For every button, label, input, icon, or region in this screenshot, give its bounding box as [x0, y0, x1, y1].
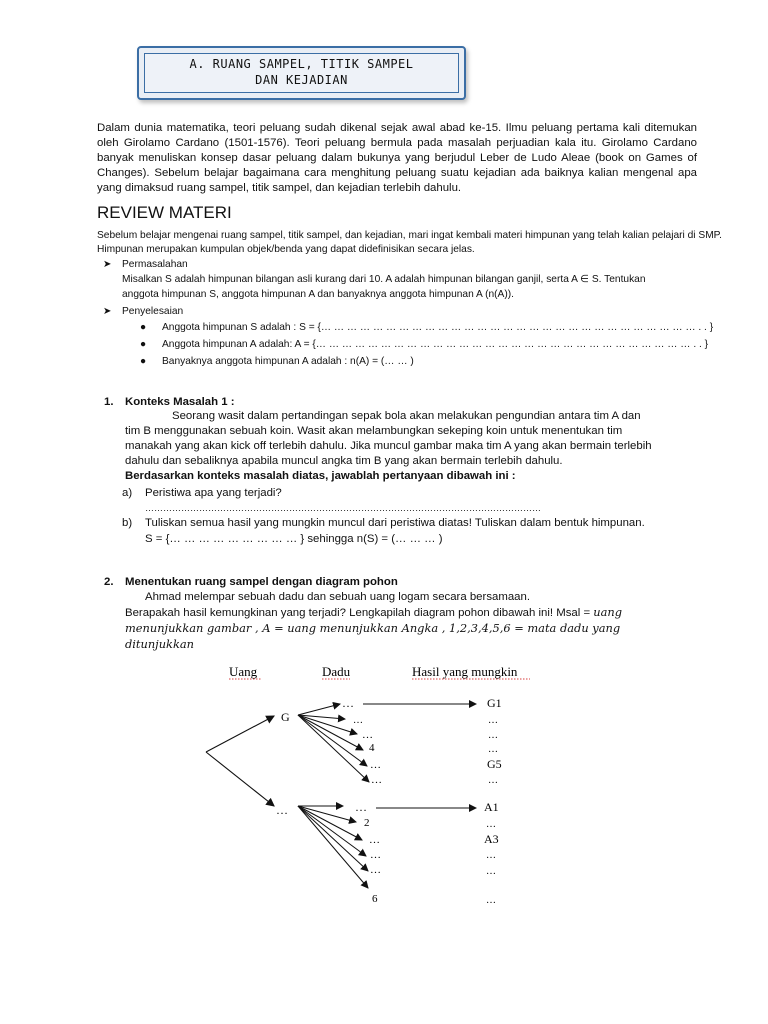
- tree-branch: [206, 716, 274, 752]
- result-node: G1: [487, 696, 502, 710]
- dice-node: 4: [369, 742, 375, 754]
- tree-header-dadu: Dadu: [322, 664, 351, 679]
- permasalahan-text-1: Misalkan S adalah himpunan bilangan asli kurang dari 10. A adalah himpunan bilangan ganjil, serta A ∈ S. Tentukan: [122, 274, 646, 285]
- result-node: …: [486, 850, 496, 861]
- section-2-number: 2.: [104, 576, 114, 588]
- bullet-item: Banyaknya anggota himpunan A adalah : n(A) = (… … ): [162, 356, 414, 367]
- dice-node: …: [362, 729, 373, 741]
- question-a-label: a): [122, 487, 133, 499]
- bullet-dot-icon: ●: [140, 339, 147, 350]
- tree-header-hasil: Hasil yang mungkin: [412, 664, 518, 679]
- dice-node: …: [370, 759, 381, 771]
- result-node: …: [488, 744, 498, 755]
- dice-node: …: [370, 849, 381, 861]
- result-node: A3: [484, 832, 499, 846]
- result-node: G5: [487, 757, 502, 771]
- coin-node-bottom: …: [276, 803, 288, 817]
- result-node: …: [488, 715, 498, 726]
- section-2-line-2-italic: uang: [593, 605, 623, 619]
- permasalahan-text-2: anggota himpunan S, anggota himpunan A dan banyaknya anggota himpunan A (n(A)).: [122, 289, 514, 300]
- result-node: …: [486, 895, 496, 906]
- review-text: Sebelum belajar mengenai ruang sampel, titik sampel, dan kejadian, mari ingat kembali materi himpunan yang telah kalian pelajari di SMP. Himpunan merupakan kumpulan objek/benda yang dapat didefinisikan secara jelas.: [97, 230, 722, 255]
- penyelesaian-label: Penyelesaian: [122, 306, 184, 317]
- tree-branch: [298, 806, 368, 888]
- arrow-bullet-icon: ➤: [103, 306, 112, 317]
- dice-node: …: [369, 834, 380, 846]
- section-1-line-1: Seorang wasit dalam pertandingan sepak bola akan melakukan pengundian antara tim A dan: [172, 410, 641, 422]
- bullet-item: Anggota himpunan A adalah: A = {… … … … … … … … … … … … … … … … … … … … … … … … … … … … … . . }: [162, 339, 709, 350]
- dice-node: …: [370, 864, 381, 876]
- bullet-dot-icon: ●: [140, 356, 147, 367]
- arrow-bullet-icon: ➤: [103, 259, 112, 270]
- bullet-item: Anggota himpunan S adalah : S = {… … … … … … … … … … … … … … … … … … … … … … … … … … … … … . . }: [162, 322, 714, 333]
- section-1-title: Konteks Masalah 1 :: [125, 396, 235, 408]
- permasalahan-label: Permasalahan: [122, 259, 188, 270]
- dice-node: …: [353, 715, 363, 726]
- section-1-line-4: dahulu dan sebaliknya apabila muncul angka tim B yang akan bermain terlebih dahulu.: [125, 455, 563, 467]
- tree-branch: [298, 704, 340, 715]
- dice-node: …: [342, 696, 354, 710]
- question-a-answer-line: ……………………………………………………………………………………………………………………: [145, 503, 541, 513]
- result-node: A1: [484, 800, 499, 814]
- bullet-dot-icon: ●: [140, 322, 147, 333]
- section-2-title: Menentukan ruang sampel dengan diagram pohon: [125, 576, 398, 588]
- tree-branch: [298, 806, 362, 840]
- coin-node-top: G: [281, 710, 290, 724]
- question-intro: Berdasarkan konteks masalah diatas, jawablah pertanyaan dibawah ini :: [125, 470, 516, 482]
- intro-paragraph: Dalam dunia matematika, teori peluang sudah dikenal sejak awal abad ke-15. Ilmu peluang pertama kali ditemukan oleh Girolamo Cardano (1501-1576). Teori peluang bermula pada masalah perjuadian kala itu. Girolamo Cardano banyak menuliskan konsep dasar peluang dalam bukunya yang berjudul Leber de Ludo Aleae (book on Games of Changes). Sebelum belajar bagaimana cara menghitung peluang suatu kejadian ada baiknya kalian mengenal apa yang dimaksud ruang sampel, titik sampel, dan kejadian terlebih dahulu.: [97, 122, 697, 194]
- section-2-line-4: ditunjukkan: [125, 637, 194, 651]
- dice-node: 6: [372, 893, 378, 905]
- title-line-2: DAN KEJADIAN: [255, 73, 348, 87]
- section-1-line-3: manakah yang akan kick off terlebih dahulu. Jika muncul gambar maka tim A yang akan bermain terlebih: [125, 440, 652, 452]
- result-node: …: [486, 866, 496, 877]
- result-node: …: [488, 775, 498, 786]
- tree-header-uang: Uang: [229, 664, 258, 679]
- section-2-line-1: Ahmad melempar sebuah dadu dan sebuah uang logam secara bersamaan.: [145, 591, 531, 603]
- result-node: …: [486, 819, 496, 830]
- result-node: …: [488, 730, 498, 741]
- section-1-line-2: tim B menggunakan sebuah koin. Wasit akan melambungkan sekeping koin untuk menentukan tim: [125, 425, 623, 437]
- dice-node: …: [355, 800, 367, 814]
- question-a-text: Peristiwa apa yang terjadi?: [145, 487, 282, 499]
- question-b-text: Tuliskan semua hasil yang mungkin muncul dari peristiwa diatas! Tuliskan dalam bentuk himpunan.: [145, 517, 645, 529]
- section-2-line-3: menunjukkan gambar , A = uang menunjukkan Angka , 1,2,3,4,5,6 = mata dadu yang: [125, 621, 621, 635]
- title-line-1: A. RUANG SAMPEL, TITIK SAMPEL: [189, 57, 414, 71]
- review-heading: REVIEW MATERI: [97, 203, 232, 222]
- question-b-answer: S = {… … … … … … … … … } sehingga n(S) = (… … … ): [145, 533, 443, 545]
- question-b-label: b): [122, 517, 133, 529]
- dice-node: 2: [364, 817, 370, 829]
- dice-node: …: [371, 774, 382, 786]
- section-2-line-2-text: Berapakah hasil kemungkinan yang terjadi? Lengkapilah diagram pohon dibawah ini! Msal =: [125, 607, 594, 619]
- section-1-number: 1.: [104, 396, 114, 408]
- tree-branch: [206, 752, 274, 806]
